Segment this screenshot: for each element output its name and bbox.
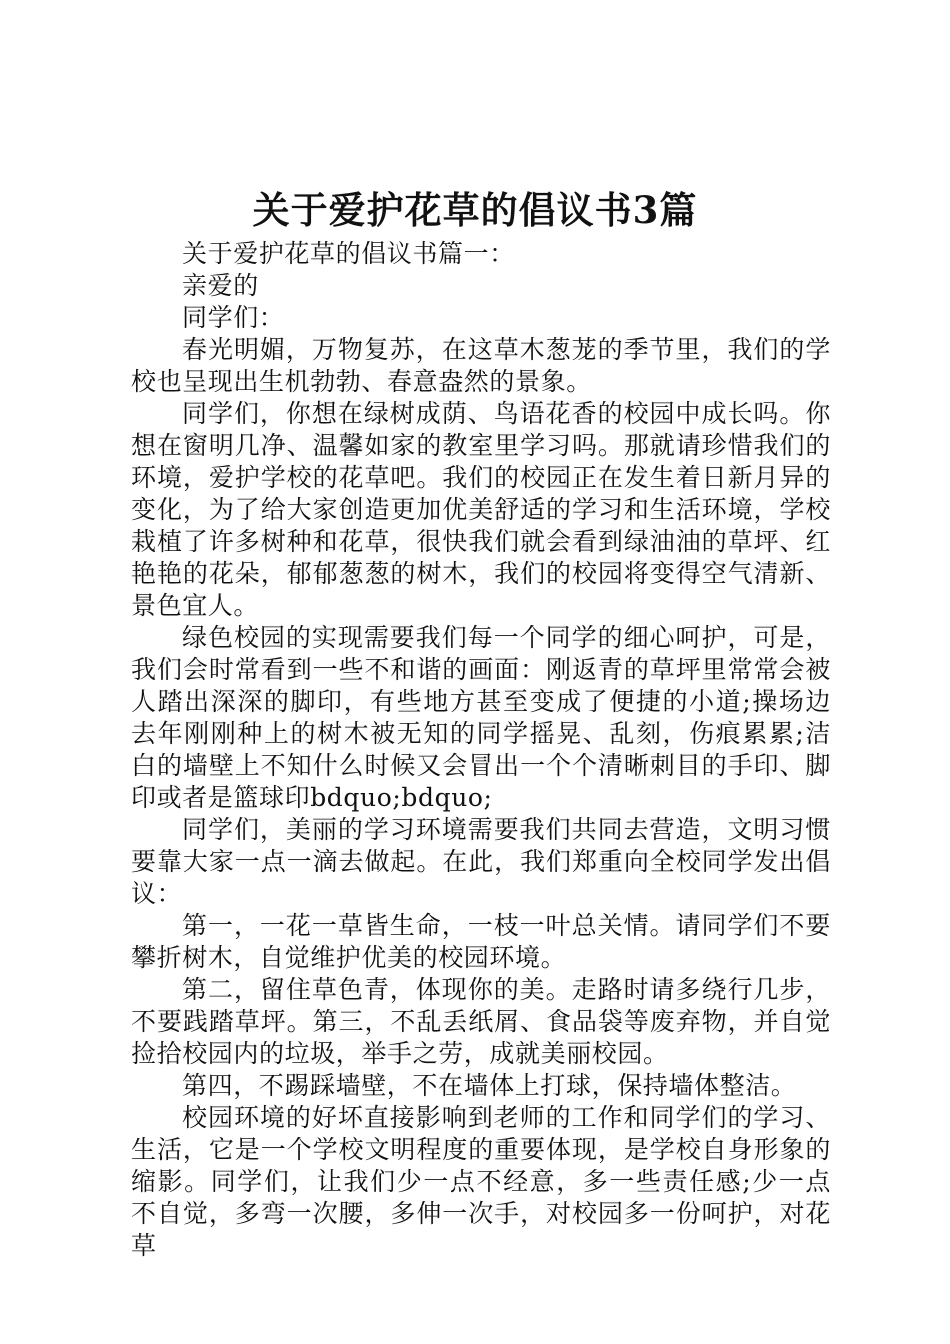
paragraph-salutation-2: 同学们： bbox=[182, 303, 285, 332]
paragraph: 校园环境的好坏直接影响到老师的工作和同学们的学习、生活，它是一个学校文明程度的重要体现，是学校自身形象的缩影。同学们，让我们少一点不经意，多一些责任感;少一点不自觉，多弯一次腰，多伸一次手，对校园多一份呵护，对花草 bbox=[131, 1103, 831, 1260]
paragraph: 第二，留住草色青，体现你的美。走路时请多绕行几步，不要践踏草坪。第三，不乱丢纸屑、食品袋等废弃物，并自觉捡拾校园内的垃圾，举手之劳，成就美丽校园。 bbox=[131, 975, 831, 1068]
document-body bbox=[131, 238, 831, 1262]
paragraph: 同学们，美丽的学习环境需要我们共同去营造，文明习惯要靠大家一点一滴去做起。在此，我们郑重向全校同学发出倡议： bbox=[131, 815, 831, 908]
paragraph: 第一，一花一草皆生命，一枝一叶总关情。请同学们不要攀折树木，自觉维护优美的校园环境。 bbox=[131, 911, 831, 972]
paragraph-salutation-1: 亲爱的 bbox=[182, 271, 259, 300]
paragraph: 绿色校园的实现需要我们每一个同学的细心呵护，可是，我们会时常看到一些不和谐的画面：刚返青的草坪里常常会被人踏出深深的脚印，有些地方甚至变成了便捷的小道;操场边去年刚刚种上的树木被无知的同学摇晃、乱刻，伤痕累累;洁白的墙壁上不知什么时候又会冒出一个个清晰刺目的手印、脚印或者是篮球印bdquo;bdquo; bbox=[131, 623, 831, 812]
document-title: 关于爱护花草的倡议书3篇 bbox=[252, 188, 698, 232]
paragraph-section-heading: 关于爱护花草的倡议书篇一： bbox=[182, 239, 515, 268]
paragraph: 第四，不踢踩墙壁，不在墙体上打球，保持墙体整洁。 bbox=[182, 1071, 797, 1100]
paragraph: 春光明媚，万物复苏，在这草木葱茏的季节里，我们的学校也呈现出生机勃勃、春意盎然的景象。 bbox=[131, 335, 831, 396]
paragraph: 同学们，你想在绿树成荫、鸟语花香的校园中成长吗。你想在窗明几净、温馨如家的教室里学习吗。那就请珍惜我们的环境，爱护学校的花草吧。我们的校园正在发生着日新月异的变化，为了给大家创造更加优美舒适的学习和生活环境，学校栽植了许多树种和花草，很快我们就会看到绿油油的草坪、红艳艳的花朵，郁郁葱葱的树木，我们的校园将变得空气清新、景色宜人。 bbox=[131, 399, 831, 620]
